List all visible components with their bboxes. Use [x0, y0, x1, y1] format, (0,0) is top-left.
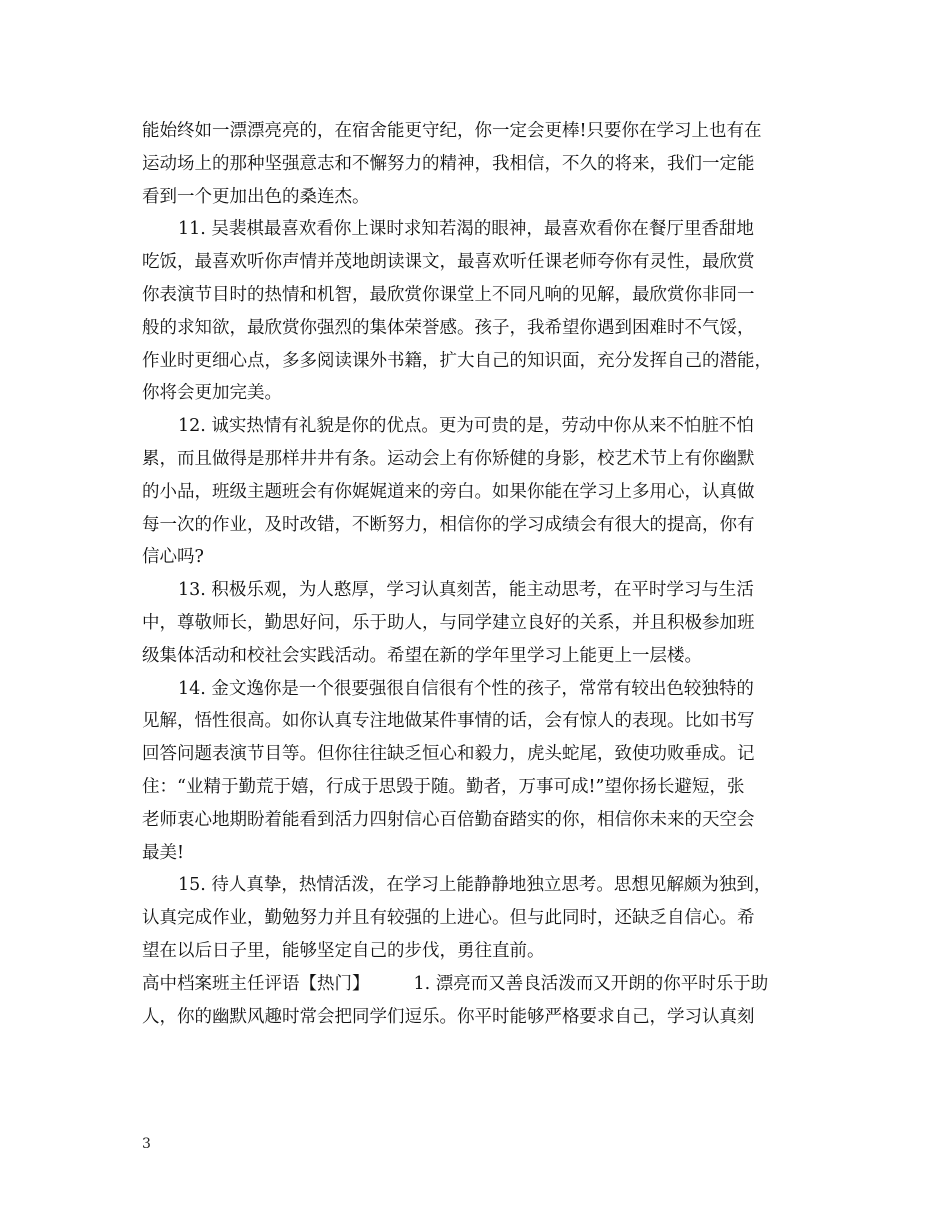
text-line: 的小品，班级主题班会有你娓娓道来的旁白。如果你能在学习上多用心，认真做 — [142, 481, 755, 502]
paragraph-13-start: 13. 积极乐观，为人憨厚，学习认真刻苦，能主动思考，在平时学习与生活 — [178, 580, 754, 601]
text-line: 老师衷心地期盼着能看到活力四射信心百倍勤奋踏实的你，相信你未来的天空会 — [142, 809, 755, 830]
text-line: 你将会更加完美。 — [142, 383, 282, 404]
text-line: 你表演节目时的热情和机智，最欣赏你课堂上不同凡响的见解，最欣赏你非同一 — [142, 284, 755, 305]
text-line: 每一次的作业，及时改错，不断努力，相信你的学习成绩会有很大的提高，你有 — [142, 514, 755, 535]
paragraph-1-start: 1. 漂亮而又善良活泼而又开朗的你平时乐于助 — [413, 973, 769, 994]
text-line: 累，而且做得是那样井井有条。运动会上有你矫健的身影，校艺术节上有你幽默 — [142, 448, 755, 469]
document-body — [142, 115, 822, 1033]
text-line: 看到一个更加出色的桑连杰。 — [142, 186, 370, 207]
section-heading: 高中档案班主任评语【热门】 — [142, 973, 370, 994]
text-line: 最美! — [142, 842, 185, 863]
text-line: 人，你的幽默风趣时常会把同学们逗乐。你平时能够严格要求自己，学习认真刻 — [142, 1006, 755, 1027]
text-line: 级集体活动和校社会实践活动。希望在新的学年里学习上能更上一层楼。 — [142, 645, 702, 666]
text-line: 望在以后日子里，能够坚定自己的步伐，勇往直前。 — [142, 940, 545, 961]
paragraph-11-start: 11. 吴裴棋最喜欢看你上课时求知若渴的眼神，最喜欢看你在餐厅里香甜地 — [178, 219, 754, 240]
text-line: 认真完成作业，勤勉努力并且有较强的上进心。但与此同时，还缺乏自信心。希 — [142, 908, 755, 929]
text-line: 能始终如一漂漂亮亮的，在宿舍能更守纪，你一定会更棒!只要你在学习上也有在 — [142, 121, 762, 141]
paragraph-12-start: 12. 诚实热情有礼貌是你的优点。更为可贵的是，劳动中你从来不怕脏不怕 — [178, 416, 754, 437]
text-line: 般的求知欲，最欣赏你强烈的集体荣誉感。孩子，我希望你遇到困难时不气馁， — [142, 317, 755, 338]
text-line: 运动场上的那种坚强意志和不懈努力的精神，我相信，不久的将来，我们一定能 — [142, 153, 755, 174]
paragraph-14-start: 14. 金文逸你是一个很要强很自信很有个性的孩子，常常有较出色较独特的 — [178, 678, 754, 699]
page-number: 3 — [142, 1136, 151, 1152]
text-line: 住：“业精于勤荒于嬉，行成于思毁于随。勤者，万事可成!”望你扬长避短，张 — [142, 776, 745, 797]
text-line: 中，尊敬师长，勤思好问，乐于助人，与同学建立良好的关系，并且积极参加班 — [142, 612, 755, 633]
text-line: 作业时更细心点，多多阅读课外书籍，扩大自己的知识面，充分发挥自己的潜能， — [142, 350, 772, 371]
text-line: 吃饭，最喜欢听你声情并茂地朗读课文，最喜欢听任课老师夸你有灵性，最欣赏 — [142, 252, 755, 273]
text-line: 信心吗? — [142, 547, 204, 568]
text-line: 回答问题表演节目等。但你往往缺乏恒心和毅力，虎头蛇尾，致使功败垂成。记 — [142, 744, 755, 765]
paragraph-15-start: 15. 待人真挚，热情活泼，在学习上能静静地独立思考。思想见解颇为独到， — [178, 875, 772, 896]
text-line: 见解，悟性很高。如你认真专注地做某件事情的话，会有惊人的表现。比如书写 — [142, 711, 755, 732]
section-heading-line — [142, 968, 822, 1001]
